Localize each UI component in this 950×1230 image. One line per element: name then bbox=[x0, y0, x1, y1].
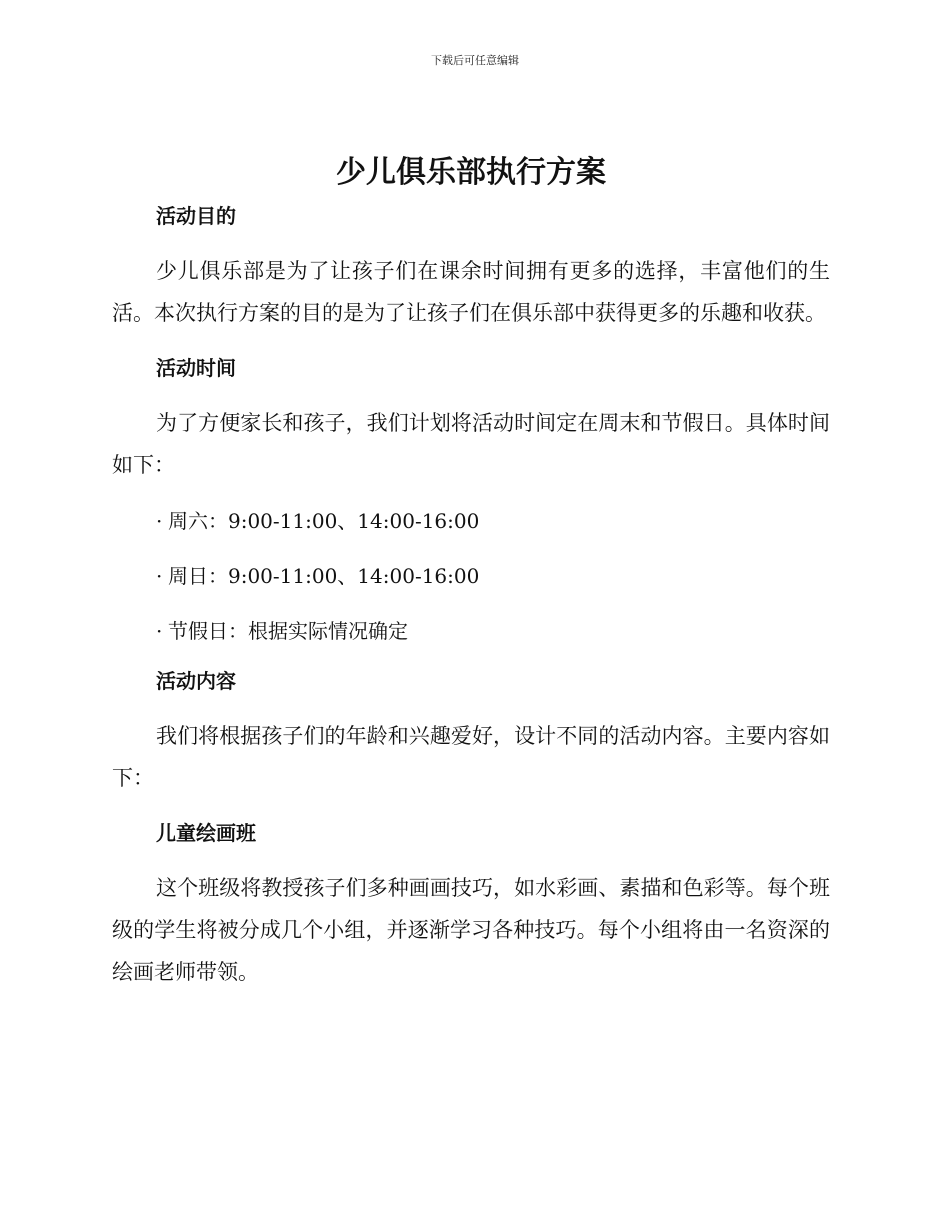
schedule-bullet-item bbox=[112, 501, 830, 541]
bullet-marker: · bbox=[156, 509, 163, 533]
section-paragraph-time: 为了方便家长和孩子，我们计划将活动时间定在周末和节假日。具体时间如下： bbox=[112, 411, 830, 477]
section-paragraph-painting-class: 这个班级将教授孩子们多种画画技巧，如水彩画、素描和色彩等。每个班级的学生将被分成几个小组，并逐渐学习各种技巧。每个小组将由一名资深的绘画老师带领。 bbox=[112, 876, 830, 984]
document-title: 少儿俱乐部执行方案 bbox=[336, 155, 606, 190]
section-heading-purpose: 活动目的 bbox=[156, 204, 236, 228]
section-paragraph-purpose: 少儿俱乐部是为了让孩子们在课余时间拥有更多的选择，丰富他们的生活。本次执行方案的目的是为了让孩子们在俱乐部中获得更多的乐趣和收获。 bbox=[112, 259, 830, 325]
schedule-bullet-text: 周日：9:00-11:00、14:00-16:00 bbox=[168, 564, 480, 588]
page-header-note: 下载后可任意编辑 bbox=[431, 54, 519, 67]
schedule-bullet-item bbox=[112, 611, 830, 651]
bullet-marker: · bbox=[156, 564, 163, 588]
schedule-bullet-text: 节假日：根据实际情况确定 bbox=[168, 619, 408, 643]
document-body bbox=[112, 150, 830, 993]
section-paragraph-content: 我们将根据孩子们的年龄和兴趣爱好，设计不同的活动内容。主要内容如下： bbox=[112, 724, 830, 790]
schedule-bullet-text: 周六：9:00-11:00、14:00-16:00 bbox=[168, 509, 480, 533]
section-heading-painting-class: 儿童绘画班 bbox=[156, 821, 256, 845]
section-heading-content: 活动内容 bbox=[156, 669, 236, 693]
schedule-bullet-item bbox=[112, 556, 830, 596]
section-heading-time: 活动时间 bbox=[156, 356, 236, 380]
bullet-marker: · bbox=[156, 619, 163, 643]
